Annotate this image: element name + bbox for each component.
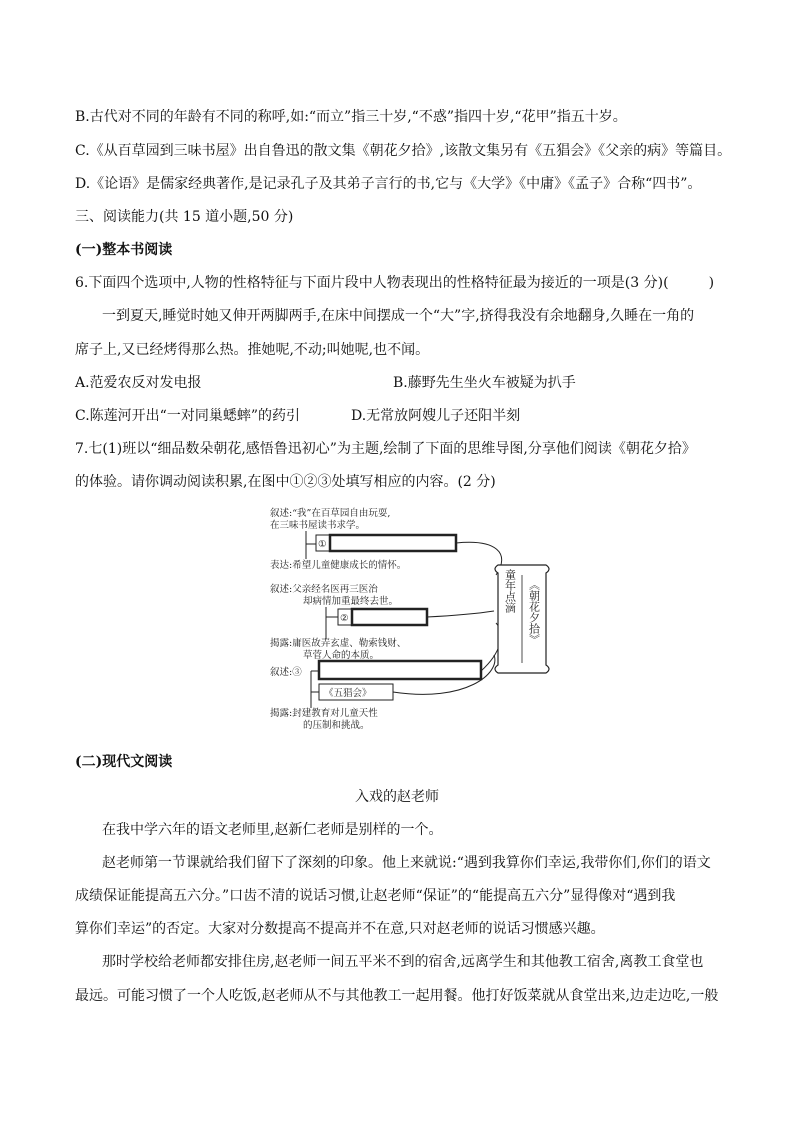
question-7-line-2: 的体验。请你调动阅读积累,在图中①②③处填写相应的内容。(2 分) [75, 474, 496, 490]
narration-2-a: 叙述:父亲经名医再三医治 [270, 584, 378, 595]
excerpt-line-2: 席子上,又已经烤得那么热。推她呢,不动;叫她呢,也不闻。 [75, 342, 430, 358]
reveal-3-a: 揭露:封建教育对儿童天性 [270, 708, 378, 719]
question-7-line-1: 7.七(1)班以“细品数朵朝花,感悟鲁迅初心”为主题,绘制了下面的思维导图,分享他们阅读《朝花夕拾》 [75, 441, 696, 457]
paragraph-2-line-2: 成绩保证能提高五六分。”口齿不清的说话习惯,让赵老师“保证”的“能提高五六分”显得像对“遇到我 [75, 888, 676, 904]
reveal-3-b: 的压制和挑战。 [303, 720, 370, 731]
subsection-modern-reading: (二)现代文阅读 [75, 754, 173, 770]
reveal-2-b: 草菅人命的本质。 [303, 650, 380, 661]
reveal-2-a: 揭露:庸医故弄玄虚、勒索钱财、 [270, 638, 407, 649]
question-6-text: 6.下面四个选项中,人物的性格特征与下面片段中人物表现出的性格特征最为接近的一项是(3 分)( [75, 275, 669, 291]
book-title: 《五猖会》 [324, 688, 372, 699]
subsection-whole-book: (一)整本书阅读 [75, 242, 173, 258]
question-6-close: ) [708, 275, 715, 291]
expression-1: 表达:希望儿童健康成长的情怀。 [270, 560, 407, 571]
paragraph-1: 在我中学六年的语文老师里,赵新仁老师是别样的一个。 [102, 822, 443, 838]
paragraph-3-line-2: 最远。可能习惯了一个人吃饭,赵老师从不与其他教工一起用餐。他打好饭菜就从食堂出来,边走边吃,一般 [75, 988, 719, 1004]
option-d: D.无常放阿嫂儿子还阳半刻 [351, 408, 521, 424]
narration-2-b: 却病情加重最终去世。 [303, 596, 399, 607]
narration-3: 叙述:③ [270, 667, 302, 678]
option-c: C.陈莲河开出“一对同巢蟋蟀”的药引 [75, 408, 300, 424]
paragraph-3-line-1: 那时学校给老师都安排住房,赵老师一间五平米不到的宿舍,远离学生和其他教工宿舍,离教工食堂也 [102, 954, 704, 970]
excerpt-line-1: 一到夏天,睡觉时她又伸开两脚两手,在床中间摆成一个“大”字,挤得我没有余地翻身,久睡在一角的 [102, 308, 695, 324]
scroll-theme: 童年点滴 [503, 569, 517, 613]
paragraph-2-line-3: 算你们幸运”的否定。大家对分数提高不提高并不在意,只对赵老师的说话习惯感兴趣。 [75, 921, 605, 937]
blank-2-box [352, 609, 427, 625]
blank-1-marker: ① [318, 539, 327, 550]
mind-map-diagram [266, 503, 556, 735]
option-b: B.藤野先生坐火车被疑为扒手 [393, 375, 576, 391]
blank-2-marker: ② [340, 613, 349, 624]
blank-1-box [330, 535, 456, 551]
scroll-book: 《朝花夕拾》 [527, 579, 541, 645]
option-b-line: B.古代对不同的年龄有不同的称呼,如:“而立”指三十岁,“不惑”指四十岁,“花甲”指五十岁。 [75, 109, 627, 125]
option-c-line: C.《从百草园到三味书屋》出自鲁迅的散文集《朝花夕拾》,该散文集另有《五猖会》《父亲的病》等篇目。 [75, 143, 732, 159]
question-6 [75, 273, 714, 293]
narration-1-a: 叙述:“我”在百草园自由玩耍, [270, 508, 391, 519]
article-title: 入戏的赵老师 [355, 789, 439, 805]
section-heading: 三、阅读能力(共 15 道小题,50 分) [75, 209, 294, 225]
option-a: A.范爱农反对发电报 [75, 375, 202, 391]
narration-1-b: 在三味书屋读书求学。 [270, 520, 366, 531]
paragraph-2-line-1: 赵老师第一节课就给我们留下了深刻的印象。他上来就说:“遇到我算你们幸运,我带你们,你们的语文 [102, 855, 711, 871]
blank-3-box [319, 661, 481, 679]
option-d-line: D.《论语》是儒家经典著作,是记录孔子及其弟子言行的书,它与《大学》《中庸》《孟子》合称“四书”。 [75, 176, 702, 192]
